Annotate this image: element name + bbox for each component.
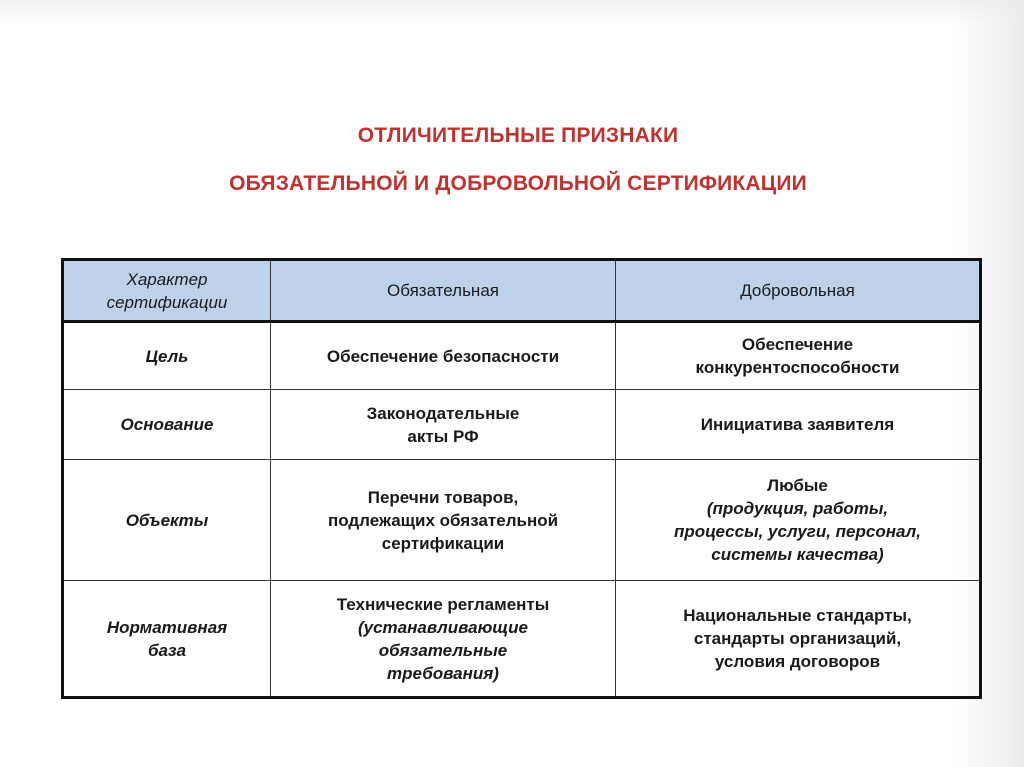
cell-text-line: Инициатива заявителя xyxy=(700,415,895,434)
cell-goal-mandatory xyxy=(271,322,616,390)
header-certification-character xyxy=(63,260,271,322)
header-character-line-1: Характер xyxy=(126,269,208,289)
cell-text-line: Национальные стандарты, xyxy=(683,606,912,625)
slide-title-line-2: ОБЯЗАТЕЛЬНОЙ И ДОБРОВОЛЬНОЙ СЕРТИФИКАЦИИ xyxy=(229,172,807,195)
table-row-goal xyxy=(63,322,981,390)
cell-normative-mandatory xyxy=(271,581,616,698)
cell-text-line: Технические регламенты xyxy=(336,594,550,614)
row-label-text: Основание xyxy=(120,415,214,434)
cell-text-line: условия договоров xyxy=(714,652,881,671)
row-label-text: Цель xyxy=(145,346,189,366)
table-row-normative-base xyxy=(63,581,981,698)
header-mandatory: Обязательная xyxy=(271,260,616,322)
cell-goal-voluntary xyxy=(616,322,981,390)
row-label-basis xyxy=(63,390,271,460)
row-label-goal xyxy=(63,322,271,390)
row-label-objects xyxy=(63,460,271,581)
cell-detail-line: обязательные xyxy=(378,640,508,660)
cell-basis-mandatory xyxy=(271,390,616,460)
certification-comparison-table xyxy=(61,258,982,699)
header-voluntary: Добровольная xyxy=(616,260,981,322)
table-row-basis xyxy=(63,390,981,460)
cell-detail-line: требования) xyxy=(387,663,499,683)
header-character-line-2: сертификации xyxy=(106,292,228,312)
cell-text-line: подлежащих обязательной xyxy=(327,510,559,530)
cell-text-line: Обеспечение xyxy=(741,335,854,354)
cell-detail-line: (продукция, работы, xyxy=(706,499,889,518)
cell-text-line: Любые xyxy=(767,476,828,495)
cell-detail-line: процессы, услуги, персонал, xyxy=(674,522,921,541)
slide-top-shading xyxy=(0,0,1024,26)
cell-detail-line: (устанавливающие xyxy=(357,617,529,637)
cell-normative-voluntary xyxy=(616,581,981,698)
cell-text-line: стандарты организаций, xyxy=(693,629,902,648)
table-header-row xyxy=(63,260,981,322)
cell-text-line: акты РФ xyxy=(407,426,479,446)
row-label-normative-base xyxy=(63,581,271,698)
cell-detail-line: системы качества) xyxy=(711,545,884,564)
table-row-objects xyxy=(63,460,981,581)
cell-basis-voluntary xyxy=(616,390,981,460)
cell-text-line: Обеспечение безопасности xyxy=(326,346,560,366)
cell-text-line: Законодательные xyxy=(366,403,520,423)
cell-objects-mandatory xyxy=(271,460,616,581)
cell-objects-voluntary xyxy=(616,460,981,581)
cell-text-line: конкурентоспособности xyxy=(695,358,900,377)
row-label-text: база xyxy=(147,640,187,660)
slide-title-line-1: ОТЛИЧИТЕЛЬНЫЕ ПРИЗНАКИ xyxy=(357,124,679,147)
row-label-text: Нормативная xyxy=(106,617,228,637)
row-label-text: Объекты xyxy=(125,510,209,530)
cell-text-line: сертификации xyxy=(381,533,505,553)
cell-text-line: Перечни товаров, xyxy=(367,487,519,507)
